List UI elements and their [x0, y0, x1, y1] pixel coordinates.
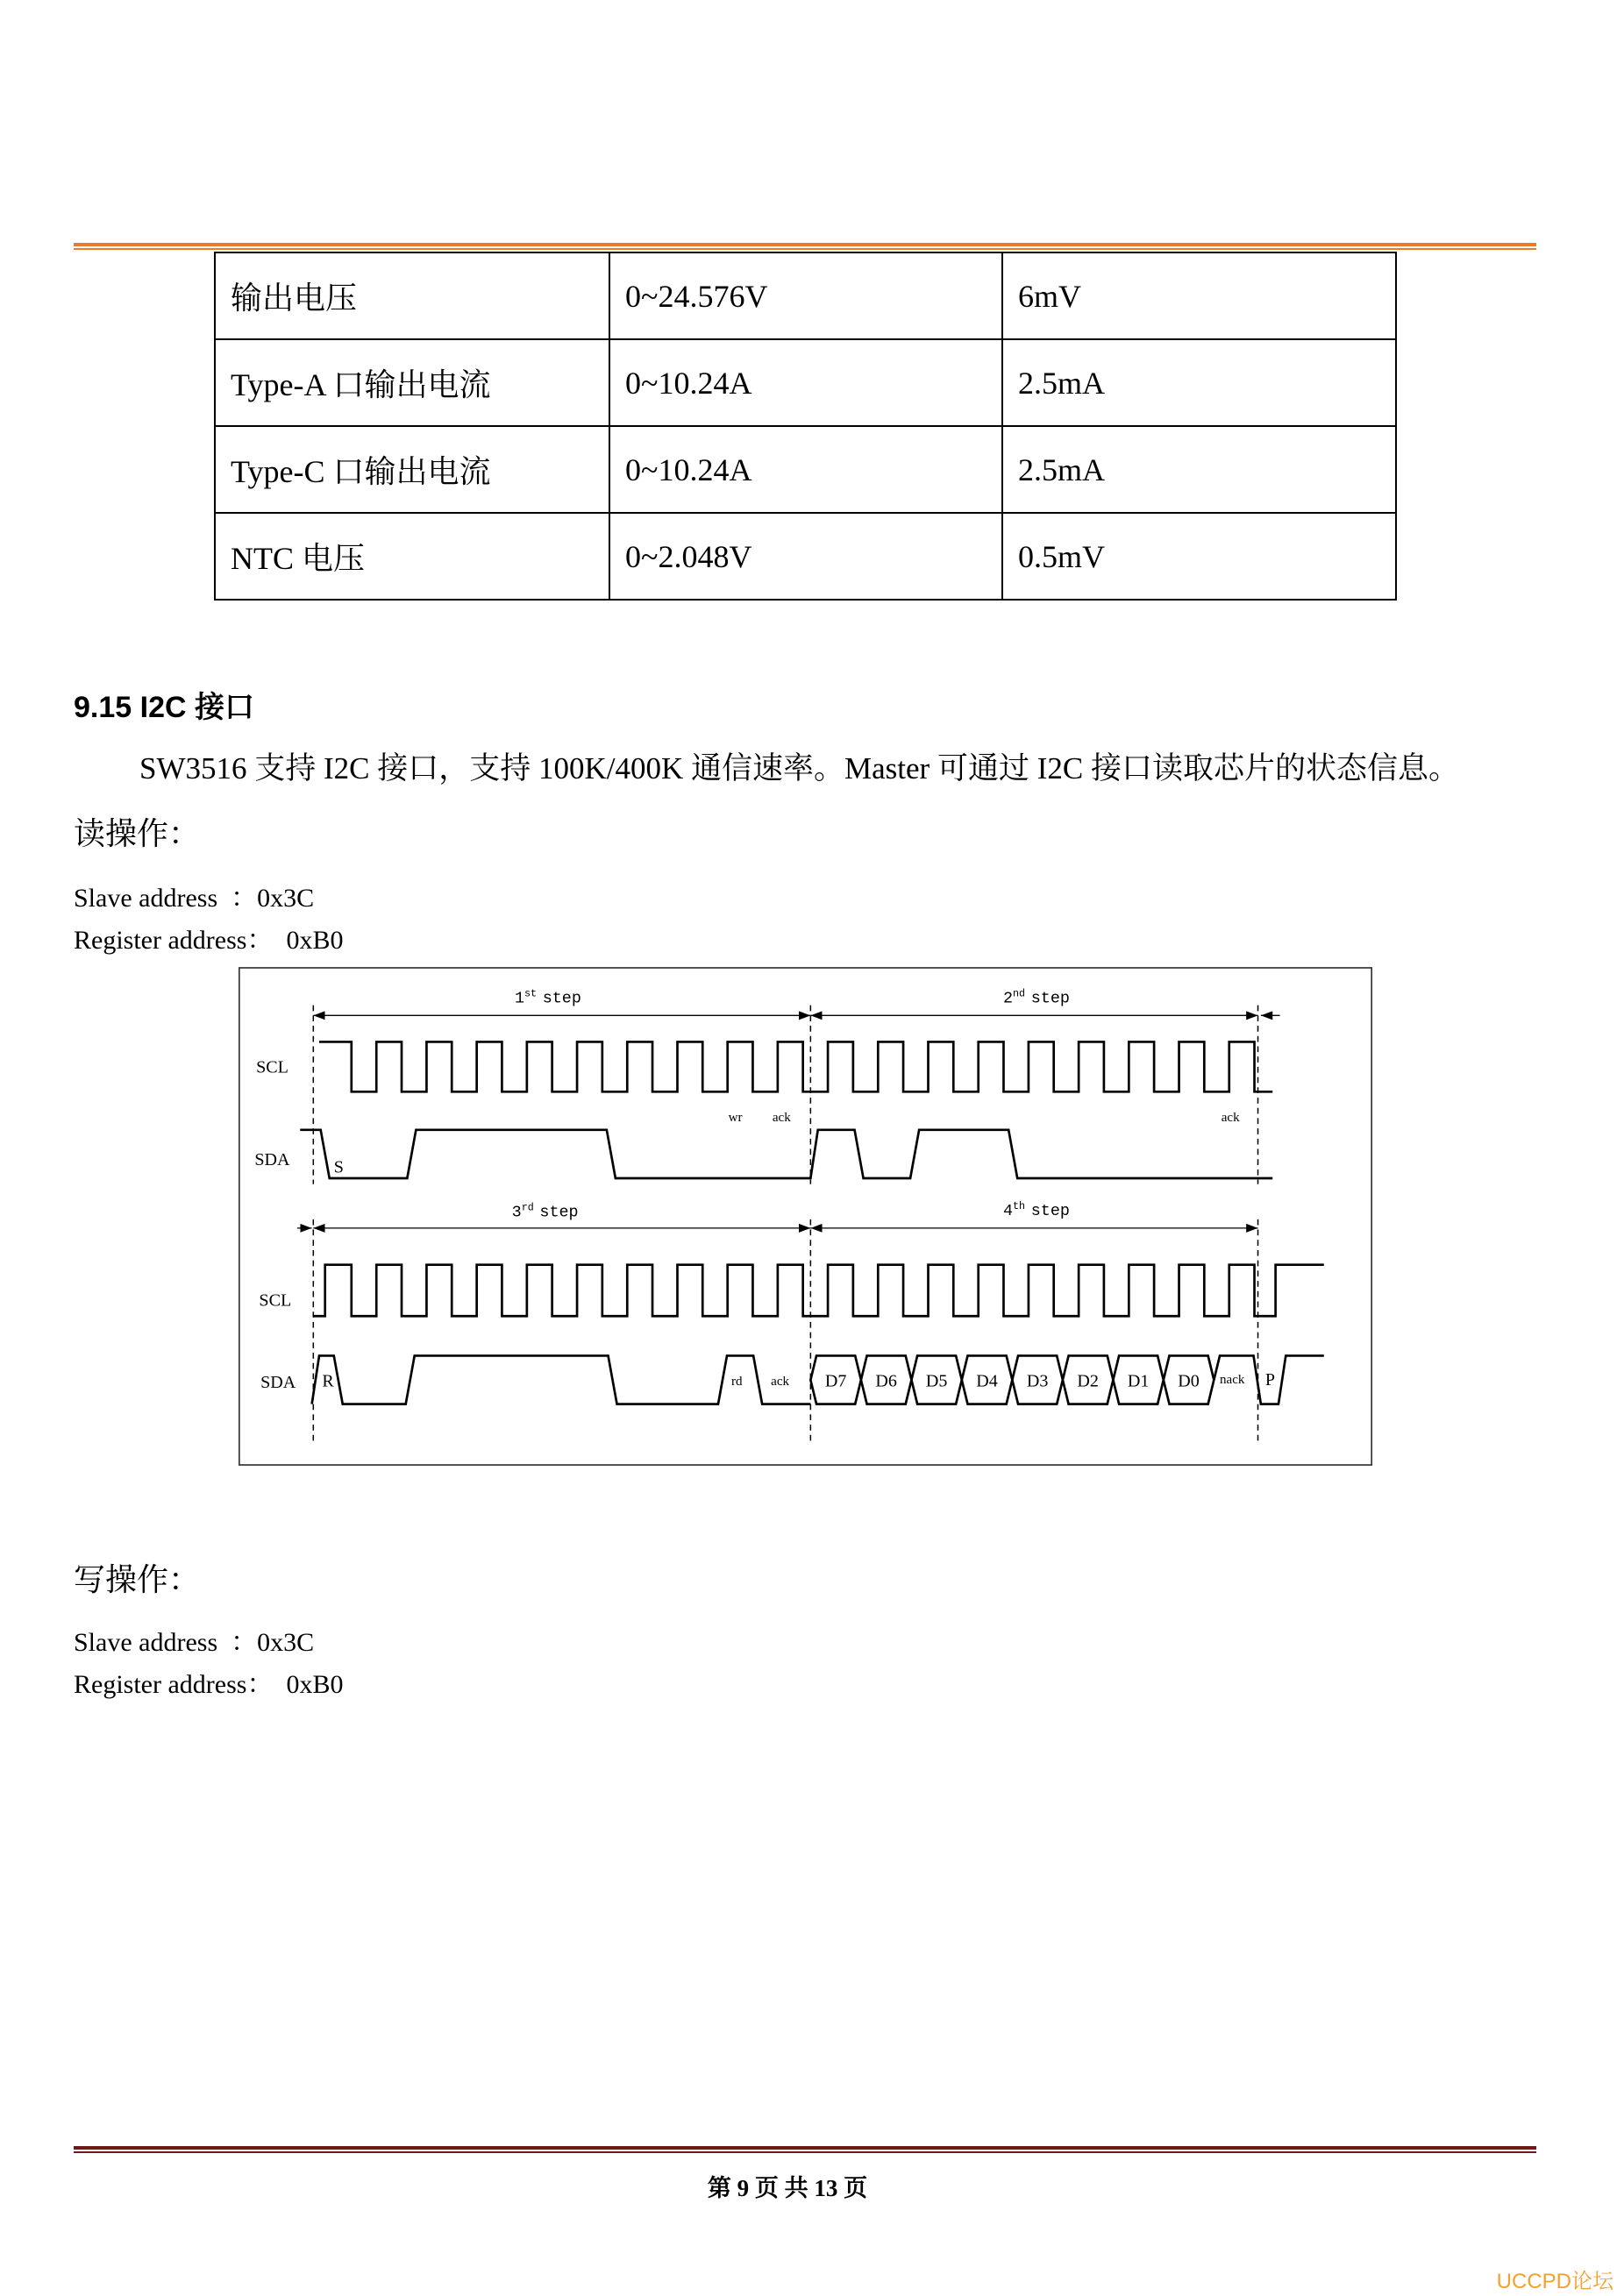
section-intro-paragraph: SW3516 支持 I2C 接口，支持 100K/400K 通信速率。Master 可通过 I2C 接口读取芯片的状态信息。: [139, 751, 1459, 785]
ack-label: ack: [772, 1110, 791, 1125]
ack-label: ack: [771, 1374, 790, 1389]
data-bit-label: D4: [976, 1371, 998, 1391]
write-register-address: Register address： 0xB0: [74, 1670, 344, 1699]
table-row: [215, 252, 1396, 339]
section-heading: 9.15 I2C 接口: [74, 691, 254, 724]
scl-signal-label: SCL: [259, 1290, 292, 1311]
start-condition-label: S: [333, 1157, 344, 1177]
table-cell-resolution: 6mV: [1002, 252, 1396, 339]
read-slave-address: Slave address ：0x3C: [74, 884, 315, 913]
sda-signal-label: SDA: [254, 1149, 290, 1169]
stop-condition-label: P: [1264, 1369, 1276, 1390]
table-cell-parameter: Type-A 口输出电流: [215, 339, 609, 426]
data-bit-label: D3: [1026, 1371, 1049, 1391]
data-bit-label: D6: [875, 1371, 897, 1391]
step-4-label: 4th step: [1003, 1199, 1070, 1220]
table-cell-range: 0~2.048V: [609, 513, 1002, 600]
table-row: [215, 426, 1396, 513]
timing-diagram-svg: [239, 967, 1372, 1466]
adc-spec-table: [214, 252, 1397, 601]
data-bit-label: D5: [925, 1371, 948, 1391]
table-cell-resolution: 2.5mA: [1002, 426, 1396, 513]
forum-watermark: UCCPD论坛: [1496, 2270, 1613, 2293]
table-cell-range: 0~10.24A: [609, 426, 1002, 513]
table-cell-parameter: 输出电压: [215, 252, 609, 339]
sda-signal-label: SDA: [260, 1373, 296, 1393]
table-cell-parameter: Type-C 口输出电流: [215, 426, 609, 513]
scl-signal-label: SCL: [256, 1057, 288, 1077]
table-cell-resolution: 2.5mA: [1002, 339, 1396, 426]
nack-label: nack: [1220, 1373, 1245, 1388]
write-bit-label: wr: [728, 1110, 743, 1125]
step-1-label: 1st step: [515, 987, 581, 1008]
read-operation-title: 读操作：: [74, 816, 201, 851]
data-bit-label: D7: [824, 1371, 847, 1391]
footer-rule-thin: [74, 2151, 1536, 2153]
data-bit-label: D0: [1178, 1371, 1200, 1391]
read-bit-label: rd: [731, 1374, 743, 1389]
ack-label: ack: [1221, 1110, 1240, 1125]
i2c-read-timing-diagram: [239, 967, 1372, 1466]
table-cell-range: 0~10.24A: [609, 339, 1002, 426]
write-operation-title: 写操作：: [74, 1562, 201, 1597]
read-register-address: Register address： 0xB0: [74, 926, 344, 955]
step-2-label: 2nd step: [1003, 987, 1070, 1008]
table-row: [215, 339, 1396, 426]
restart-label: R: [322, 1371, 334, 1391]
page-number: 第 9 页 共 13 页: [707, 2175, 868, 2201]
table-cell-range: 0~24.576V: [609, 252, 1002, 339]
header-rule-thick: [74, 243, 1536, 246]
write-slave-address: Slave address ：0x3C: [74, 1628, 315, 1657]
table-row: [215, 513, 1396, 600]
data-bit-label: D2: [1077, 1371, 1099, 1391]
data-bit-label: D1: [1127, 1371, 1150, 1391]
step-3-label: 3rd step: [511, 1201, 579, 1222]
header-rule-thin: [74, 248, 1536, 250]
table-cell-resolution: 0.5mV: [1002, 513, 1396, 600]
table-cell-parameter: NTC 电压: [215, 513, 609, 600]
footer-rule-thick: [74, 2146, 1536, 2150]
